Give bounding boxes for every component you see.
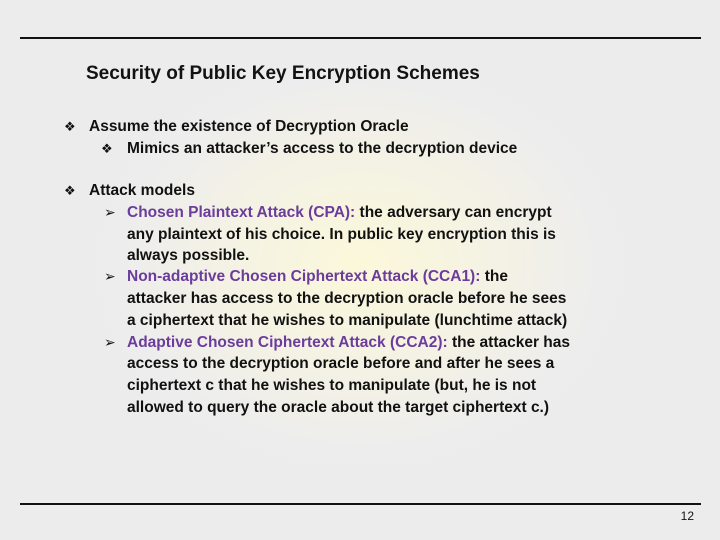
diamond-bullet-icon: ❖ [64,183,76,198]
cca2-line-3: ciphertext c that he wishes to manipulate (but, he is not [127,377,537,394]
arrow-bullet-icon: ➢ [104,204,116,220]
cca1-text-1: the [480,268,508,285]
page-number: 12 [680,509,694,523]
cpa-term: Chosen Plaintext Attack (CPA): [127,204,356,221]
sub-bullet-mimics: Mimics an attacker’s access to the decryption device [127,140,518,157]
diamond-bullet-icon: ❖ [101,141,113,156]
cca1-line-1 [127,266,508,287]
cca1-term: Non-adaptive Chosen Ciphertext Attack (CCA1): [127,268,481,285]
cca2-text-1: the attacker has [447,334,571,351]
arrow-bullet-icon: ➢ [104,334,116,350]
cca2-line-1 [127,332,570,353]
cpa-line-3: always possible. [127,247,250,264]
cca2-term: Adaptive Chosen Ciphertext Attack (CCA2): [127,334,448,351]
arrow-bullet-icon: ➢ [104,268,116,284]
cca2-line-2: access to the decryption oracle before and after he sees a [127,355,555,372]
cpa-text-1: the adversary can encrypt [355,204,552,221]
bullet-decryption-oracle: Assume the existence of Decryption Oracle [89,118,409,135]
cca2-line-4: allowed to query the oracle about the target ciphertext c.) [127,399,550,416]
diamond-bullet-icon: ❖ [64,119,76,134]
cca1-line-2: attacker has access to the decryption oracle before he sees [127,290,567,307]
bullet-attack-models: Attack models [89,182,195,199]
cca1-line-3: a ciphertext that he wishes to manipulate (lunchtime attack) [127,312,568,329]
cpa-line-1 [127,202,552,223]
cpa-line-2: any plaintext of his choice. In public key encryption this is [127,226,556,243]
slide-title: Security of Public Key Encryption Schemes [86,63,480,84]
bottom-rule [20,503,701,505]
